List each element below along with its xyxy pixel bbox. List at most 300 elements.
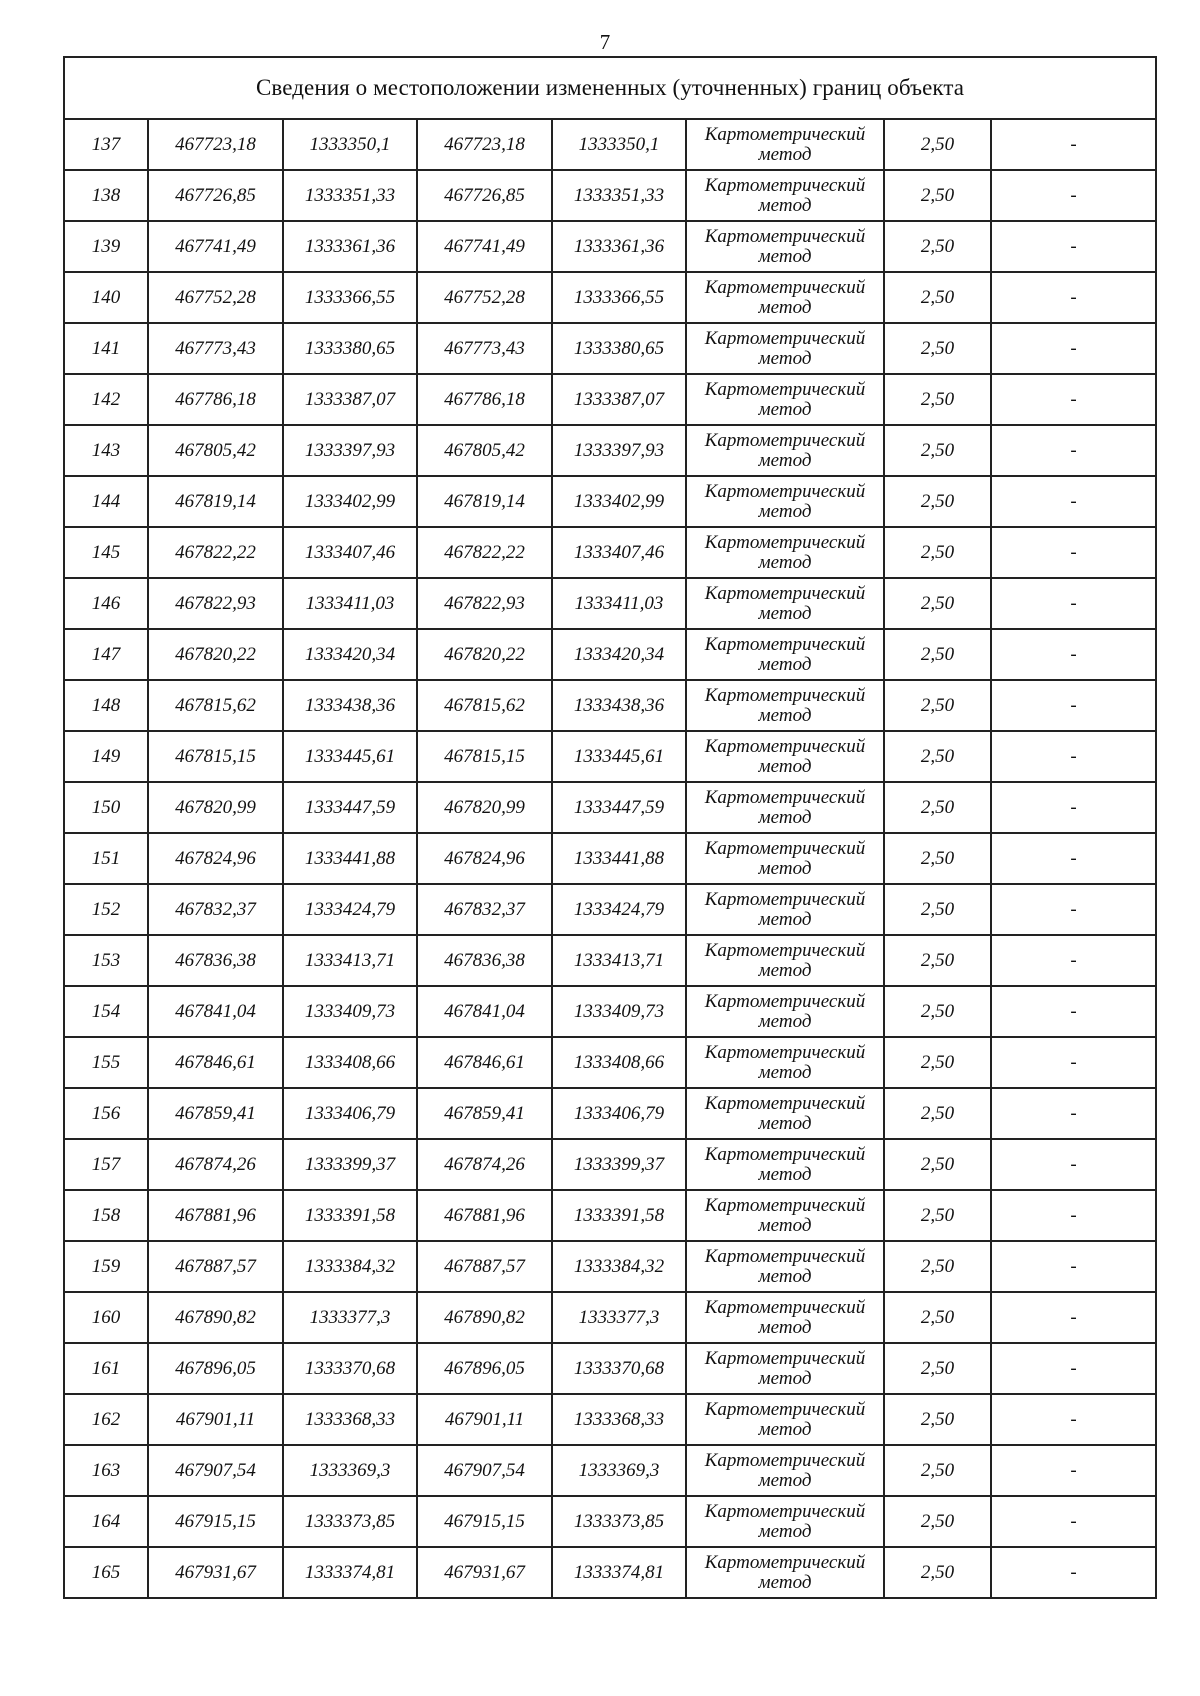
- y-new-cell: 1333351,33: [552, 170, 686, 221]
- point-number-cell: 157: [64, 1139, 148, 1190]
- x-old-cell: 467874,26: [148, 1139, 283, 1190]
- method-line2: метод: [758, 755, 812, 777]
- method-cell: [686, 1190, 884, 1241]
- point-number-cell: 151: [64, 833, 148, 884]
- x-old-cell: 467815,62: [148, 680, 283, 731]
- table-row: [64, 578, 1156, 629]
- x-new-cell: 467931,67: [417, 1547, 552, 1598]
- method-line1: Картометрический: [704, 531, 866, 553]
- accuracy-cell: 2,50: [884, 476, 991, 527]
- accuracy-cell: 2,50: [884, 323, 991, 374]
- y-old-cell: 1333350,1: [283, 119, 417, 170]
- accuracy-cell: 2,50: [884, 1037, 991, 1088]
- method-cell: [686, 1496, 884, 1547]
- x-old-cell: 467819,14: [148, 476, 283, 527]
- x-new-cell: 467741,49: [417, 221, 552, 272]
- note-cell: -: [991, 1445, 1156, 1496]
- method-cell: [686, 833, 884, 884]
- point-number-cell: 161: [64, 1343, 148, 1394]
- method-line2: метод: [758, 908, 812, 930]
- note-cell: -: [991, 1139, 1156, 1190]
- y-new-cell: 1333399,37: [552, 1139, 686, 1190]
- y-old-cell: 1333397,93: [283, 425, 417, 476]
- x-old-cell: 467773,43: [148, 323, 283, 374]
- accuracy-cell: 2,50: [884, 1190, 991, 1241]
- method-cell: [686, 782, 884, 833]
- method-cell: [686, 629, 884, 680]
- method-line1: Картометрический: [704, 1398, 866, 1420]
- x-old-cell: 467820,99: [148, 782, 283, 833]
- table-row: [64, 1088, 1156, 1139]
- note-cell: -: [991, 578, 1156, 629]
- accuracy-cell: 2,50: [884, 119, 991, 170]
- x-old-cell: 467820,22: [148, 629, 283, 680]
- y-old-cell: 1333438,36: [283, 680, 417, 731]
- note-cell: -: [991, 1496, 1156, 1547]
- y-new-cell: 1333387,07: [552, 374, 686, 425]
- x-new-cell: 467881,96: [417, 1190, 552, 1241]
- x-new-cell: 467832,37: [417, 884, 552, 935]
- method-line2: метод: [758, 959, 812, 981]
- method-cell: [686, 1394, 884, 1445]
- method-line1: Картометрический: [704, 1551, 866, 1573]
- table-row: [64, 1292, 1156, 1343]
- method-line2: метод: [758, 1418, 812, 1440]
- method-line1: Картометрический: [704, 1143, 866, 1165]
- note-cell: -: [991, 170, 1156, 221]
- table-heading: Сведения о местоположении измененных (уточненных) границ объекта: [64, 57, 1156, 119]
- table-row: [64, 119, 1156, 170]
- method-line1: Картометрический: [704, 378, 866, 400]
- x-old-cell: 467907,54: [148, 1445, 283, 1496]
- y-old-cell: 1333361,36: [283, 221, 417, 272]
- y-old-cell: 1333402,99: [283, 476, 417, 527]
- note-cell: -: [991, 323, 1156, 374]
- point-number-cell: 162: [64, 1394, 148, 1445]
- x-old-cell: 467881,96: [148, 1190, 283, 1241]
- accuracy-cell: 2,50: [884, 935, 991, 986]
- y-new-cell: 1333366,55: [552, 272, 686, 323]
- y-old-cell: 1333369,3: [283, 1445, 417, 1496]
- note-cell: -: [991, 119, 1156, 170]
- table-row: [64, 221, 1156, 272]
- table-row: [64, 1445, 1156, 1496]
- y-old-cell: 1333384,32: [283, 1241, 417, 1292]
- method-line1: Картометрический: [704, 939, 866, 961]
- method-cell: [686, 1241, 884, 1292]
- x-new-cell: 467846,61: [417, 1037, 552, 1088]
- point-number-cell: 164: [64, 1496, 148, 1547]
- table-row: [64, 323, 1156, 374]
- method-cell: [686, 1343, 884, 1394]
- note-cell: -: [991, 221, 1156, 272]
- point-number-cell: 140: [64, 272, 148, 323]
- accuracy-cell: 2,50: [884, 1292, 991, 1343]
- x-new-cell: 467805,42: [417, 425, 552, 476]
- point-number-cell: 154: [64, 986, 148, 1037]
- x-new-cell: 467726,85: [417, 170, 552, 221]
- y-new-cell: 1333409,73: [552, 986, 686, 1037]
- method-line2: метод: [758, 296, 812, 318]
- table-row: [64, 731, 1156, 782]
- method-line2: метод: [758, 347, 812, 369]
- accuracy-cell: 2,50: [884, 884, 991, 935]
- method-line1: Картометрический: [704, 225, 866, 247]
- x-old-cell: 467824,96: [148, 833, 283, 884]
- method-line1: Картометрический: [704, 1347, 866, 1369]
- accuracy-cell: 2,50: [884, 1547, 991, 1598]
- note-cell: -: [991, 1292, 1156, 1343]
- method-line2: метод: [758, 1214, 812, 1236]
- method-line2: метод: [758, 857, 812, 879]
- method-cell: [686, 119, 884, 170]
- method-line1: Картометрический: [704, 582, 866, 604]
- note-cell: -: [991, 731, 1156, 782]
- y-old-cell: 1333370,68: [283, 1343, 417, 1394]
- y-new-cell: 1333407,46: [552, 527, 686, 578]
- boundary-coordinates-table: [63, 56, 1157, 1599]
- table-row: [64, 935, 1156, 986]
- accuracy-cell: 2,50: [884, 833, 991, 884]
- method-line2: метод: [758, 1469, 812, 1491]
- x-old-cell: 467786,18: [148, 374, 283, 425]
- note-cell: -: [991, 1088, 1156, 1139]
- x-old-cell: 467931,67: [148, 1547, 283, 1598]
- x-new-cell: 467786,18: [417, 374, 552, 425]
- method-line2: метод: [758, 1265, 812, 1287]
- y-new-cell: 1333350,1: [552, 119, 686, 170]
- x-new-cell: 467859,41: [417, 1088, 552, 1139]
- accuracy-cell: 2,50: [884, 221, 991, 272]
- y-new-cell: 1333424,79: [552, 884, 686, 935]
- method-line2: метод: [758, 704, 812, 726]
- table-row: [64, 374, 1156, 425]
- method-cell: [686, 272, 884, 323]
- method-line2: метод: [758, 143, 812, 165]
- method-line1: Картометрический: [704, 276, 866, 298]
- point-number-cell: 153: [64, 935, 148, 986]
- y-new-cell: 1333420,34: [552, 629, 686, 680]
- y-new-cell: 1333411,03: [552, 578, 686, 629]
- y-old-cell: 1333408,66: [283, 1037, 417, 1088]
- note-cell: -: [991, 884, 1156, 935]
- note-cell: -: [991, 1394, 1156, 1445]
- note-cell: -: [991, 272, 1156, 323]
- x-new-cell: 467820,22: [417, 629, 552, 680]
- x-old-cell: 467901,11: [148, 1394, 283, 1445]
- accuracy-cell: 2,50: [884, 374, 991, 425]
- method-line2: метод: [758, 1520, 812, 1542]
- y-new-cell: 1333368,33: [552, 1394, 686, 1445]
- x-new-cell: 467822,93: [417, 578, 552, 629]
- method-cell: [686, 374, 884, 425]
- method-line2: метод: [758, 1061, 812, 1083]
- x-new-cell: 467841,04: [417, 986, 552, 1037]
- accuracy-cell: 2,50: [884, 170, 991, 221]
- y-old-cell: 1333409,73: [283, 986, 417, 1037]
- y-new-cell: 1333373,85: [552, 1496, 686, 1547]
- y-new-cell: 1333441,88: [552, 833, 686, 884]
- method-line1: Картометрический: [704, 327, 866, 349]
- table-row: [64, 833, 1156, 884]
- x-new-cell: 467836,38: [417, 935, 552, 986]
- x-old-cell: 467752,28: [148, 272, 283, 323]
- y-old-cell: 1333411,03: [283, 578, 417, 629]
- note-cell: -: [991, 1037, 1156, 1088]
- accuracy-cell: 2,50: [884, 629, 991, 680]
- method-line1: Картометрический: [704, 1041, 866, 1063]
- x-old-cell: 467859,41: [148, 1088, 283, 1139]
- accuracy-cell: 2,50: [884, 680, 991, 731]
- table-row: [64, 884, 1156, 935]
- point-number-cell: 159: [64, 1241, 148, 1292]
- point-number-cell: 160: [64, 1292, 148, 1343]
- point-number-cell: 148: [64, 680, 148, 731]
- point-number-cell: 158: [64, 1190, 148, 1241]
- x-new-cell: 467773,43: [417, 323, 552, 374]
- x-old-cell: 467836,38: [148, 935, 283, 986]
- method-cell: [686, 731, 884, 782]
- method-cell: [686, 170, 884, 221]
- y-new-cell: 1333361,36: [552, 221, 686, 272]
- y-old-cell: 1333445,61: [283, 731, 417, 782]
- method-cell: [686, 476, 884, 527]
- y-old-cell: 1333391,58: [283, 1190, 417, 1241]
- table-row: [64, 527, 1156, 578]
- table-row: [64, 680, 1156, 731]
- point-number-cell: 142: [64, 374, 148, 425]
- accuracy-cell: 2,50: [884, 1445, 991, 1496]
- note-cell: -: [991, 1241, 1156, 1292]
- accuracy-cell: 2,50: [884, 1394, 991, 1445]
- table-row: [64, 1394, 1156, 1445]
- y-new-cell: 1333402,99: [552, 476, 686, 527]
- accuracy-cell: 2,50: [884, 425, 991, 476]
- page-number: 7: [599, 30, 611, 54]
- y-old-cell: 1333399,37: [283, 1139, 417, 1190]
- method-cell: [686, 986, 884, 1037]
- method-cell: [686, 323, 884, 374]
- accuracy-cell: 2,50: [884, 1088, 991, 1139]
- y-new-cell: 1333370,68: [552, 1343, 686, 1394]
- table-row: [64, 425, 1156, 476]
- method-line2: метод: [758, 398, 812, 420]
- method-cell: [686, 935, 884, 986]
- note-cell: -: [991, 1547, 1156, 1598]
- x-new-cell: 467901,11: [417, 1394, 552, 1445]
- y-new-cell: 1333445,61: [552, 731, 686, 782]
- x-old-cell: 467805,42: [148, 425, 283, 476]
- accuracy-cell: 2,50: [884, 272, 991, 323]
- y-old-cell: 1333373,85: [283, 1496, 417, 1547]
- x-new-cell: 467874,26: [417, 1139, 552, 1190]
- method-line2: метод: [758, 806, 812, 828]
- y-old-cell: 1333441,88: [283, 833, 417, 884]
- accuracy-cell: 2,50: [884, 527, 991, 578]
- point-number-cell: 139: [64, 221, 148, 272]
- y-old-cell: 1333424,79: [283, 884, 417, 935]
- accuracy-cell: 2,50: [884, 1343, 991, 1394]
- method-cell: [686, 221, 884, 272]
- x-new-cell: 467890,82: [417, 1292, 552, 1343]
- method-line1: Картометрический: [704, 1245, 866, 1267]
- accuracy-cell: 2,50: [884, 1496, 991, 1547]
- table-row: [64, 1190, 1156, 1241]
- y-new-cell: 1333438,36: [552, 680, 686, 731]
- point-number-cell: 150: [64, 782, 148, 833]
- y-new-cell: 1333397,93: [552, 425, 686, 476]
- method-line1: Картометрический: [704, 633, 866, 655]
- method-line2: метод: [758, 653, 812, 675]
- note-cell: -: [991, 935, 1156, 986]
- method-line2: метод: [758, 1163, 812, 1185]
- method-cell: [686, 1292, 884, 1343]
- y-old-cell: 1333377,3: [283, 1292, 417, 1343]
- point-number-cell: 138: [64, 170, 148, 221]
- method-line1: Картометрический: [704, 123, 866, 145]
- x-new-cell: 467822,22: [417, 527, 552, 578]
- method-cell: [686, 425, 884, 476]
- x-old-cell: 467841,04: [148, 986, 283, 1037]
- y-new-cell: 1333377,3: [552, 1292, 686, 1343]
- x-new-cell: 467896,05: [417, 1343, 552, 1394]
- y-old-cell: 1333407,46: [283, 527, 417, 578]
- x-old-cell: 467832,37: [148, 884, 283, 935]
- method-line2: метод: [758, 194, 812, 216]
- method-line2: метод: [758, 1112, 812, 1134]
- accuracy-cell: 2,50: [884, 578, 991, 629]
- y-old-cell: 1333368,33: [283, 1394, 417, 1445]
- method-cell: [686, 1037, 884, 1088]
- y-new-cell: 1333380,65: [552, 323, 686, 374]
- x-old-cell: 467896,05: [148, 1343, 283, 1394]
- table-row: [64, 986, 1156, 1037]
- x-old-cell: 467741,49: [148, 221, 283, 272]
- y-old-cell: 1333387,07: [283, 374, 417, 425]
- table-row: [64, 1037, 1156, 1088]
- table-row: [64, 170, 1156, 221]
- table-row: [64, 1343, 1156, 1394]
- x-new-cell: 467907,54: [417, 1445, 552, 1496]
- method-line2: метод: [758, 1316, 812, 1338]
- table-row: [64, 272, 1156, 323]
- method-cell: [686, 527, 884, 578]
- y-old-cell: 1333413,71: [283, 935, 417, 986]
- note-cell: -: [991, 476, 1156, 527]
- method-line1: Картометрический: [704, 1296, 866, 1318]
- method-line1: Картометрический: [704, 1500, 866, 1522]
- method-line1: Картометрический: [704, 684, 866, 706]
- note-cell: -: [991, 782, 1156, 833]
- method-line2: метод: [758, 449, 812, 471]
- y-old-cell: 1333406,79: [283, 1088, 417, 1139]
- method-line2: метод: [758, 602, 812, 624]
- table-row: [64, 1139, 1156, 1190]
- method-line1: Картометрический: [704, 735, 866, 757]
- point-number-cell: 137: [64, 119, 148, 170]
- point-number-cell: 155: [64, 1037, 148, 1088]
- method-cell: [686, 1445, 884, 1496]
- method-cell: [686, 1547, 884, 1598]
- x-new-cell: 467887,57: [417, 1241, 552, 1292]
- method-line1: Картометрический: [704, 1092, 866, 1114]
- x-new-cell: 467815,15: [417, 731, 552, 782]
- y-new-cell: 1333447,59: [552, 782, 686, 833]
- point-number-cell: 145: [64, 527, 148, 578]
- x-old-cell: 467915,15: [148, 1496, 283, 1547]
- method-line1: Картометрический: [704, 174, 866, 196]
- table-row: [64, 1241, 1156, 1292]
- note-cell: -: [991, 425, 1156, 476]
- point-number-cell: 156: [64, 1088, 148, 1139]
- y-new-cell: 1333408,66: [552, 1037, 686, 1088]
- method-line1: Картометрический: [704, 837, 866, 859]
- x-new-cell: 467752,28: [417, 272, 552, 323]
- method-cell: [686, 1139, 884, 1190]
- note-cell: -: [991, 833, 1156, 884]
- x-old-cell: 467822,22: [148, 527, 283, 578]
- accuracy-cell: 2,50: [884, 1139, 991, 1190]
- y-new-cell: 1333369,3: [552, 1445, 686, 1496]
- point-number-cell: 149: [64, 731, 148, 782]
- method-cell: [686, 680, 884, 731]
- table-row: [64, 476, 1156, 527]
- point-number-cell: 146: [64, 578, 148, 629]
- method-line2: метод: [758, 1010, 812, 1032]
- method-line1: Картометрический: [704, 1194, 866, 1216]
- y-old-cell: 1333380,65: [283, 323, 417, 374]
- x-old-cell: 467846,61: [148, 1037, 283, 1088]
- table-row: [64, 782, 1156, 833]
- method-line2: метод: [758, 245, 812, 267]
- point-number-cell: 152: [64, 884, 148, 935]
- note-cell: -: [991, 1190, 1156, 1241]
- x-new-cell: 467824,96: [417, 833, 552, 884]
- note-cell: -: [991, 527, 1156, 578]
- y-new-cell: 1333391,58: [552, 1190, 686, 1241]
- table-row: [64, 1547, 1156, 1598]
- x-new-cell: 467820,99: [417, 782, 552, 833]
- method-cell: [686, 884, 884, 935]
- note-cell: -: [991, 986, 1156, 1037]
- point-number-cell: 163: [64, 1445, 148, 1496]
- x-new-cell: 467815,62: [417, 680, 552, 731]
- method-line2: метод: [758, 1367, 812, 1389]
- x-new-cell: 467819,14: [417, 476, 552, 527]
- x-old-cell: 467822,93: [148, 578, 283, 629]
- table-row: [64, 629, 1156, 680]
- accuracy-cell: 2,50: [884, 986, 991, 1037]
- table-body: [64, 119, 1156, 1598]
- x-old-cell: 467887,57: [148, 1241, 283, 1292]
- method-line1: Картометрический: [704, 990, 866, 1012]
- point-number-cell: 165: [64, 1547, 148, 1598]
- x-new-cell: 467915,15: [417, 1496, 552, 1547]
- method-cell: [686, 578, 884, 629]
- method-line2: метод: [758, 1571, 812, 1593]
- method-line1: Картометрический: [704, 1449, 866, 1471]
- x-old-cell: 467890,82: [148, 1292, 283, 1343]
- y-new-cell: 1333413,71: [552, 935, 686, 986]
- y-old-cell: 1333366,55: [283, 272, 417, 323]
- x-old-cell: 467726,85: [148, 170, 283, 221]
- method-line1: Картометрический: [704, 888, 866, 910]
- x-old-cell: 467723,18: [148, 119, 283, 170]
- accuracy-cell: 2,50: [884, 782, 991, 833]
- note-cell: -: [991, 629, 1156, 680]
- y-old-cell: 1333420,34: [283, 629, 417, 680]
- y-old-cell: 1333447,59: [283, 782, 417, 833]
